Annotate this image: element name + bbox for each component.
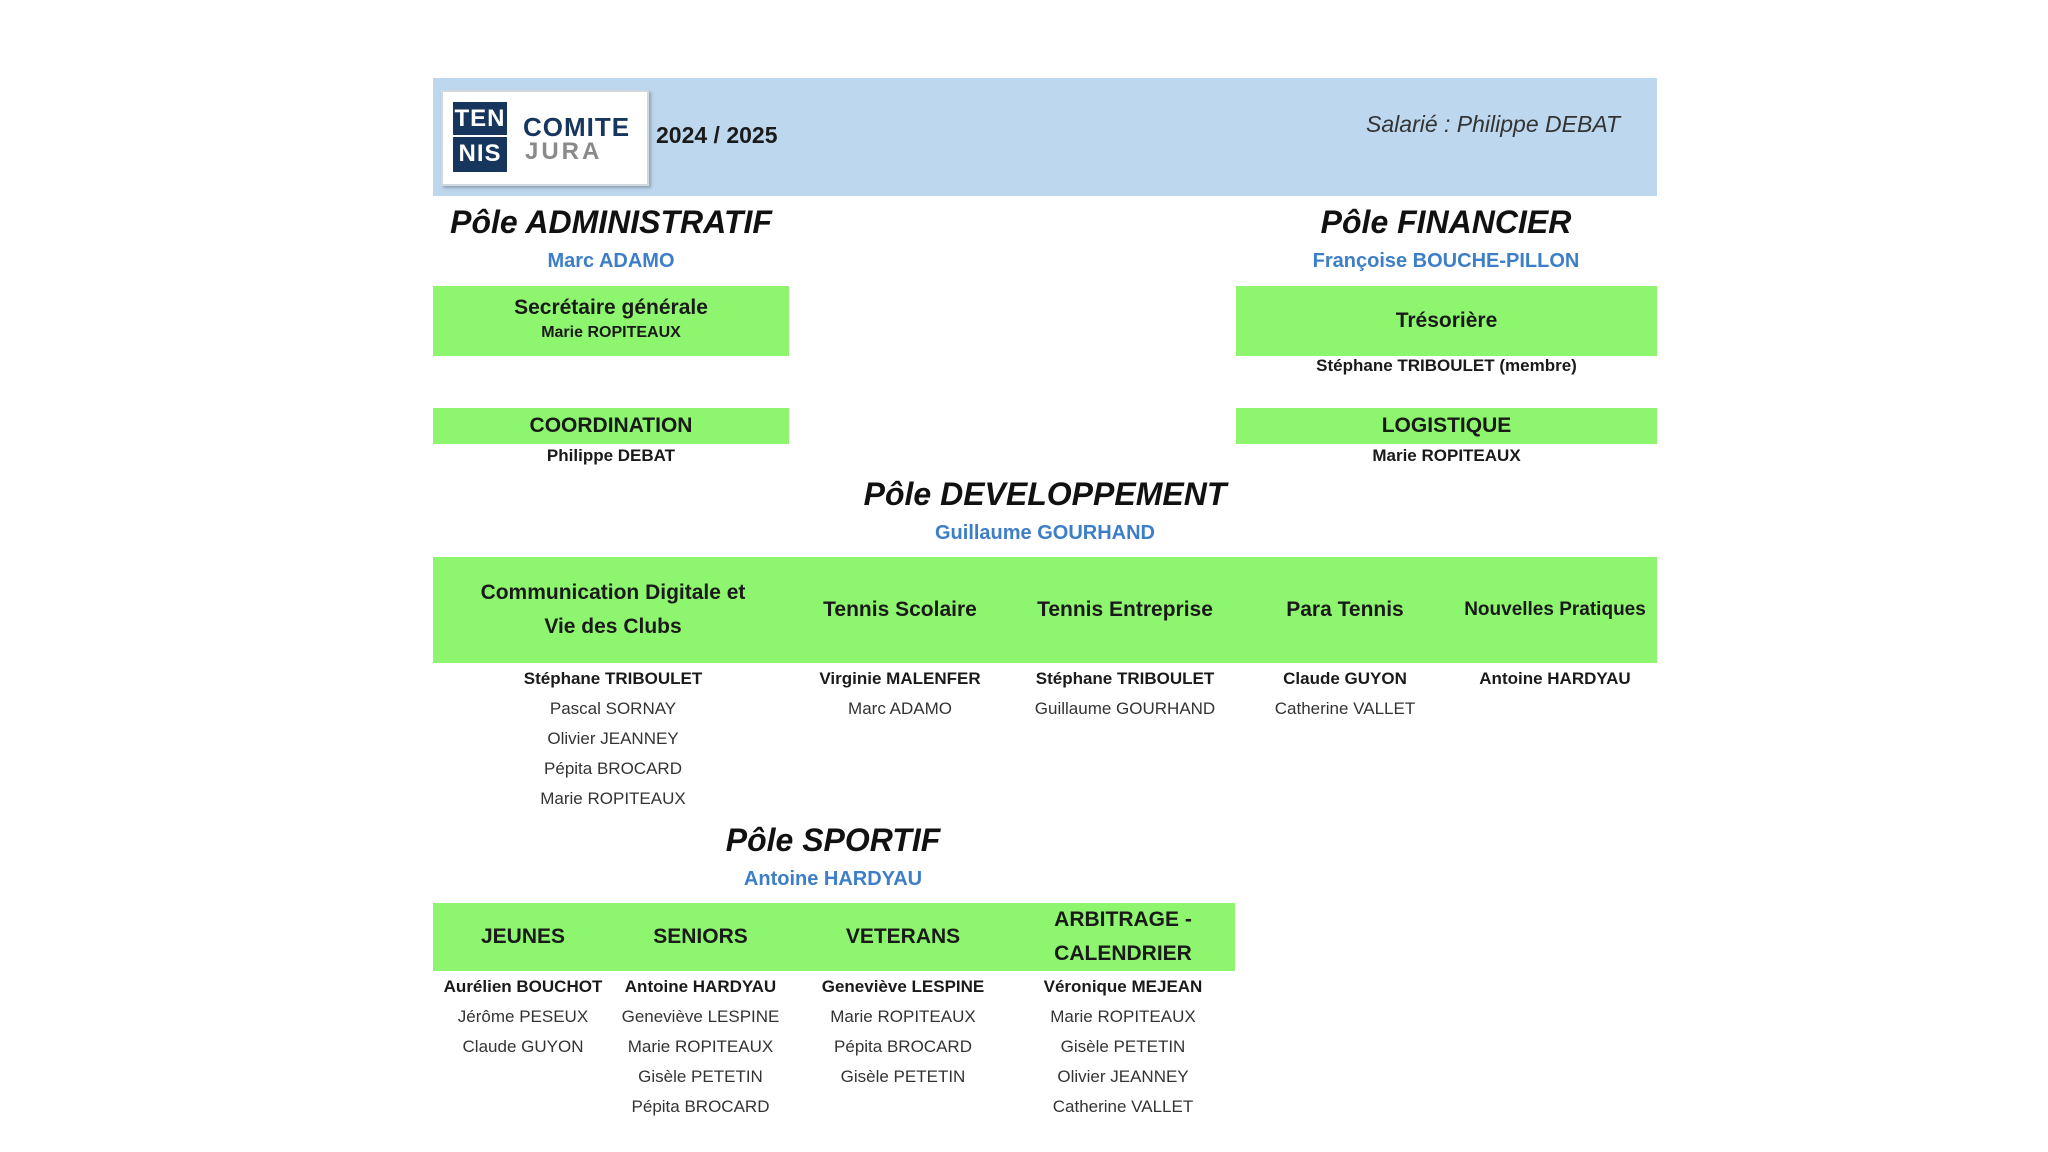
member-name: Gisèle PETETIN: [638, 1067, 763, 1086]
dev-col-members: [1240, 664, 1450, 724]
member-name: Antoine HARDYAU: [624, 977, 777, 996]
member-name: Pascal SORNAY: [549, 699, 677, 718]
sport-col-header: VETERANS: [845, 925, 961, 948]
dev-col-header: Para Tennis: [1286, 598, 1404, 621]
sport-col-members: [793, 972, 1013, 1092]
secretaire-box: [433, 286, 789, 356]
member-name: Catherine VALLET: [1052, 1097, 1194, 1116]
season-label: 2024 / 2025: [656, 122, 778, 148]
member-name: Olivier JEANNEY: [547, 729, 679, 748]
member-name: Marie ROPITEAUX: [540, 789, 686, 808]
pole-sportif-title: Pôle SPORTIF: [725, 822, 941, 858]
salarie-label: Salarié : Philippe DEBAT: [1366, 111, 1620, 137]
pole-administratif-title: Pôle ADMINISTRATIF: [450, 204, 772, 240]
pole-administratif-lead: Marc ADAMO: [547, 250, 675, 272]
logistique-box: LOGISTIQUE: [1236, 408, 1657, 444]
sport-col-header: JEUNES: [480, 925, 566, 948]
member-name: Pépita BROCARD: [631, 1097, 770, 1116]
member-name: Geneviève LESPINE: [821, 977, 985, 996]
tennis-logo-icon: [453, 102, 507, 172]
logo-text-comite: COMITE: [523, 112, 631, 142]
logo-tile-line2: NIS: [458, 140, 502, 167]
member-name: Pépita BROCARD: [834, 1037, 972, 1056]
dev-col-header: Nouvelles Pratiques: [1464, 599, 1646, 620]
sport-col-members: [613, 972, 788, 1122]
member-name: Claude GUYON: [1283, 669, 1407, 688]
member-name: Antoine HARDYAU: [1479, 669, 1631, 688]
pole-developpement-title: Pôle DEVELOPPEMENT: [863, 476, 1227, 512]
member-name: Marie ROPITEAUX: [627, 1037, 774, 1056]
sport-col-members: [433, 972, 613, 1062]
member-name: Véronique MEJEAN: [1043, 977, 1203, 996]
member-name: Jérôme PESEUX: [457, 1007, 589, 1026]
member-name: Virginie MALENFER: [819, 669, 981, 688]
secretaire-title: Secrétaire générale: [514, 296, 708, 319]
pole-sportif-lead: Antoine HARDYAU: [743, 868, 923, 890]
dev-col-header: Tennis Scolaire: [823, 598, 977, 621]
sport-col-members: [1013, 972, 1233, 1122]
member-name: Aurélien BOUCHOT: [443, 977, 603, 996]
member-name: Marie ROPITEAUX: [830, 1007, 976, 1026]
logo-text-jura: JURA: [525, 138, 603, 165]
member-name: Olivier JEANNEY: [1057, 1067, 1189, 1086]
dev-col-members: [1010, 664, 1240, 724]
member-name: Gisèle PETETIN: [840, 1067, 966, 1086]
coordination-name: Philippe DEBAT: [546, 446, 676, 465]
dev-col-members: [463, 664, 763, 814]
dev-col-header: Tennis Entreprise: [1037, 598, 1213, 621]
logistique-name: Marie ROPITEAUX: [1372, 446, 1521, 465]
member-name: Gisèle PETETIN: [1060, 1037, 1186, 1056]
logo-tile-line1: TEN: [453, 102, 507, 137]
member-name: Marie ROPITEAUX: [1050, 1007, 1196, 1026]
secretaire-name: Marie ROPITEAUX: [541, 324, 681, 341]
member-name: Geneviève LESPINE: [621, 1007, 780, 1026]
member-name: Stéphane TRIBOULET: [523, 669, 703, 688]
dev-col-members: [795, 664, 1005, 724]
coordination-box: COORDINATION: [433, 408, 789, 444]
tresoriere-name: Stéphane TRIBOULET (membre): [1316, 356, 1577, 375]
member-name: Marc ADAMO: [848, 699, 952, 718]
dev-col-members: [1455, 664, 1655, 694]
pole-financier-title: Pôle FINANCIER: [1320, 204, 1572, 240]
comite-logo: [441, 90, 649, 186]
pole-financier-lead: Françoise BOUCHE-PILLON: [1312, 250, 1580, 272]
member-name: Pépita BROCARD: [544, 759, 682, 778]
tresoriere-box: Trésorière: [1236, 286, 1657, 356]
sport-col-header: SENIORS: [653, 925, 748, 948]
dev-col-header: Communication Digitale et Vie des Clubs: [480, 581, 746, 638]
member-name: Stéphane TRIBOULET: [1035, 669, 1215, 688]
pole-developpement-lead: Guillaume GOURHAND: [934, 522, 1156, 544]
member-name: Guillaume GOURHAND: [1034, 699, 1216, 718]
member-name: Claude GUYON: [462, 1037, 584, 1056]
sport-col-header: ARBITRAGE - CALENDRIER: [1054, 908, 1192, 965]
member-name: Catherine VALLET: [1274, 699, 1416, 718]
